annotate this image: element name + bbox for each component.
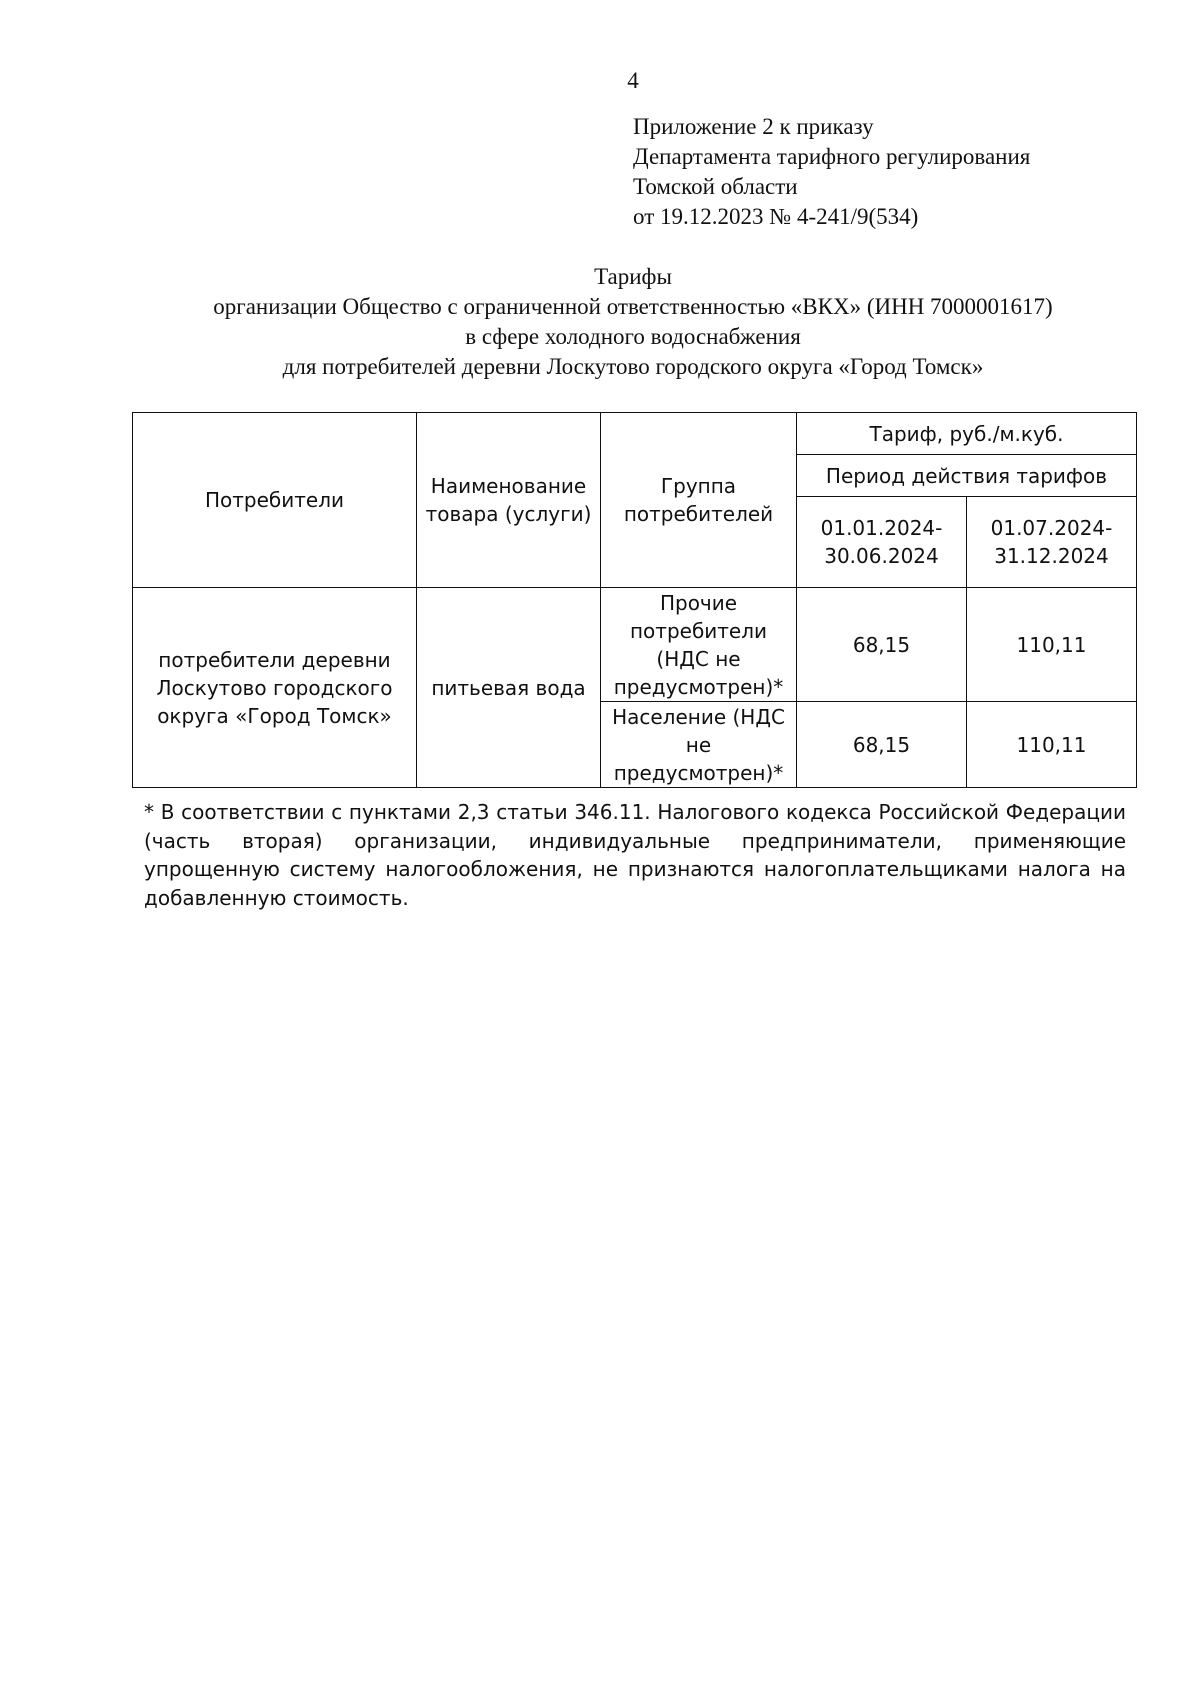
tariff-value-cell: 68,15 bbox=[797, 588, 967, 702]
appendix-line-2: Департамента тарифного регулирования bbox=[633, 144, 1031, 169]
document-title bbox=[0, 262, 1200, 382]
header-tariff: Тариф, руб./м.куб. bbox=[797, 413, 1137, 455]
appendix-reference bbox=[633, 112, 1030, 232]
header-period-1: 01.01.2024-30.06.2024 bbox=[797, 497, 967, 588]
title-line-3: в сфере холодного водоснабжения bbox=[465, 324, 801, 349]
appendix-line-1: Приложение 2 к приказу bbox=[633, 114, 874, 139]
tariff-value-cell: 110,11 bbox=[967, 702, 1137, 788]
header-period-2: 01.07.2024-31.12.2024 bbox=[967, 497, 1137, 588]
product-cell: питьевая вода bbox=[417, 588, 601, 788]
title-line-1: Тарифы bbox=[594, 264, 672, 289]
header-group: Группа потребителей bbox=[601, 413, 797, 588]
consumers-cell: потребители деревни Лоскутово городского округа «Город Томск» bbox=[133, 588, 417, 788]
tariff-value-cell: 110,11 bbox=[967, 588, 1137, 702]
header-product: Наименование товара (услуги) bbox=[417, 413, 601, 588]
tariff-value-cell: 68,15 bbox=[797, 702, 967, 788]
footnote: * В соответствии с пунктами 2,3 статьи 346.11. Налогового кодекса Российской Федерации (часть вторая) организации, индивидуальные предприниматели, применяющие упрощенную систему налогообложения, не признаются налогоплательщиками налога на добавленную стоимость. bbox=[144, 800, 1126, 910]
appendix-line-3: Томской области bbox=[633, 174, 798, 199]
group-cell: Население (НДС не предусмотрен)* bbox=[601, 702, 797, 788]
header-period: Период действия тарифов bbox=[797, 455, 1137, 497]
appendix-line-4: от 19.12.2023 № 4-241/9(534) bbox=[633, 204, 919, 229]
tariff-table bbox=[132, 412, 1137, 788]
title-line-4: для потребителей деревни Лоскутово городского округа «Город Томск» bbox=[282, 354, 984, 379]
page-number: 4 bbox=[627, 68, 639, 93]
group-cell: Прочие потребители (НДС не предусмотрен)* bbox=[601, 588, 797, 702]
table-row bbox=[133, 588, 1137, 702]
title-line-2: организации Общество с ограниченной ответственностью «ВКХ» (ИНН 7000001617) bbox=[213, 294, 1053, 319]
header-consumers: Потребители bbox=[133, 413, 417, 588]
